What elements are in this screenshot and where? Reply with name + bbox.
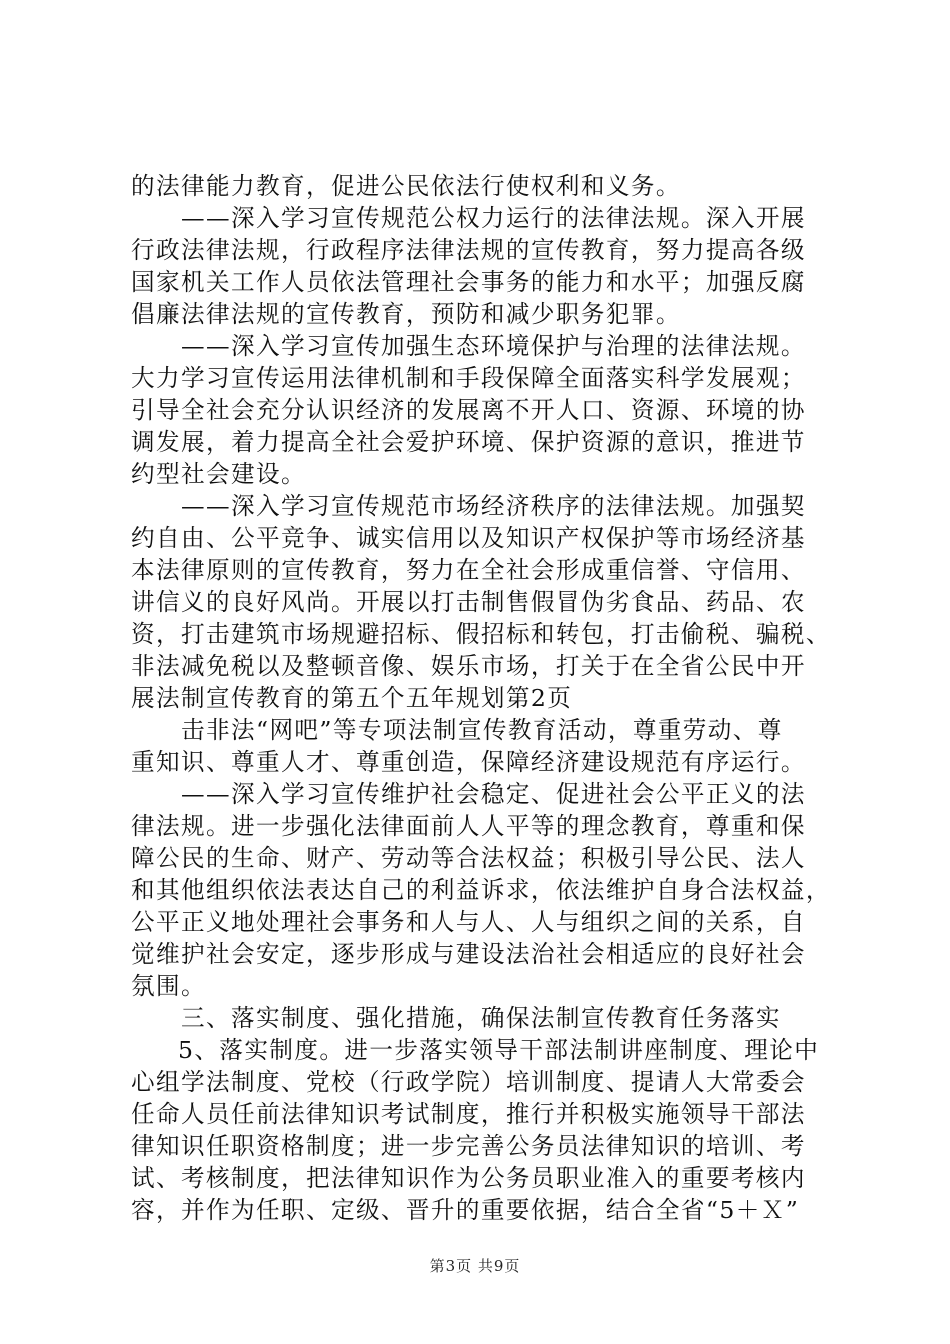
text-line: 本法律原则的宣传教育，努力在全社会形成重信誉、守信用、 — [131, 556, 806, 584]
text-line: 行政法律法规，行政程序法律法规的宣传教育，努力提高各级 — [131, 236, 806, 264]
text-line: 律知识任职资格制度；进一步完善公务员法律知识的培训、考 — [131, 1132, 806, 1160]
text-line: 约自由、公平竞争、诚实信用以及知识产权保护等市场经济基 — [131, 524, 806, 552]
text-line: 容，并作为任职、定级、晋升的重要依据，结合全省“5＋Ｘ” — [131, 1196, 800, 1224]
text-line: 三、落实制度、强化措施，确保法制宣传教育任务落实 — [181, 1004, 781, 1032]
text-line: 讲信义的良好风尚。开展以打击制售假冒伪劣食品、药品、农 — [131, 588, 806, 616]
text-line: 击非法“网吧”等专项法制宣传教育活动，尊重劳动、尊 — [181, 716, 783, 744]
text-line: 国家机关工作人员依法管理社会事务的能力和水平；加强反腐 — [131, 268, 806, 296]
text-line: 约型社会建设。 — [131, 460, 306, 488]
text-line: 展法制宣传教育的第五个五年规划第2页 — [131, 684, 573, 712]
text-line: 倡廉法律法规的宣传教育，预防和减少职务犯罪。 — [131, 300, 681, 328]
text-line: ——深入学习宣传维护社会稳定、促进社会公平正义的法 — [181, 780, 806, 808]
page-footer: 第3页 共9页 — [429, 1257, 521, 1275]
text-line: 资，打击建筑市场规避招标、假招标和转包，打击偷税、骗税、 — [131, 620, 831, 648]
text-line: 任命人员任前法律知识考试制度，推行并积极实施领导干部法 — [131, 1100, 806, 1128]
text-line: 调发展，着力提高全社会爱护环境、保护资源的意识，推进节 — [131, 428, 806, 456]
text-line: ——深入学习宣传规范公权力运行的法律法规。深入开展 — [181, 204, 806, 232]
text-line: 和其他组织依法表达自己的利益诉求，依法维护自身合法权益， — [131, 876, 831, 904]
document-body — [131, 170, 831, 1226]
text-line: 试、考核制度，把法律知识作为公务员职业准入的重要考核内 — [131, 1164, 806, 1192]
text-line: 重知识、尊重人才、尊重创造，保障经济建设规范有序运行。 — [131, 748, 806, 776]
text-line: 的法律能力教育，促进公民依法行使权利和义务。 — [131, 172, 681, 200]
text-line: 非法减免税以及整顿音像、娱乐市场，打关于在全省公民中开 — [131, 652, 806, 680]
text-line: 障公民的生命、财产、劳动等合法权益；积极引导公民、法人 — [131, 844, 806, 872]
text-line: 引导全社会充分认识经济的发展离不开人口、资源、环境的协 — [131, 396, 806, 424]
text-line: ——深入学习宣传规范市场经济秩序的法律法规。加强契 — [181, 492, 806, 520]
text-line: 氛围。 — [131, 972, 206, 1000]
text-line: 大力学习宣传运用法律机制和手段保障全面落实科学发展观； — [131, 364, 806, 392]
text-line: 觉维护社会安定，逐步形成与建设法治社会相适应的良好社会 — [131, 940, 806, 968]
text-line: 律法规。进一步强化法律面前人人平等的理念教育，尊重和保 — [131, 812, 806, 840]
text-line: ——深入学习宣传加强生态环境保护与治理的法律法规。 — [181, 332, 806, 360]
text-line: 公平正义地处理社会事务和人与人、人与组织之间的关系，自 — [131, 908, 806, 936]
text-line: 5、落实制度。进一步落实领导干部法制讲座制度、理论中 — [178, 1036, 820, 1064]
text-line: 心组学法制度、党校（行政学院）培训制度、提请人大常委会 — [131, 1068, 806, 1096]
